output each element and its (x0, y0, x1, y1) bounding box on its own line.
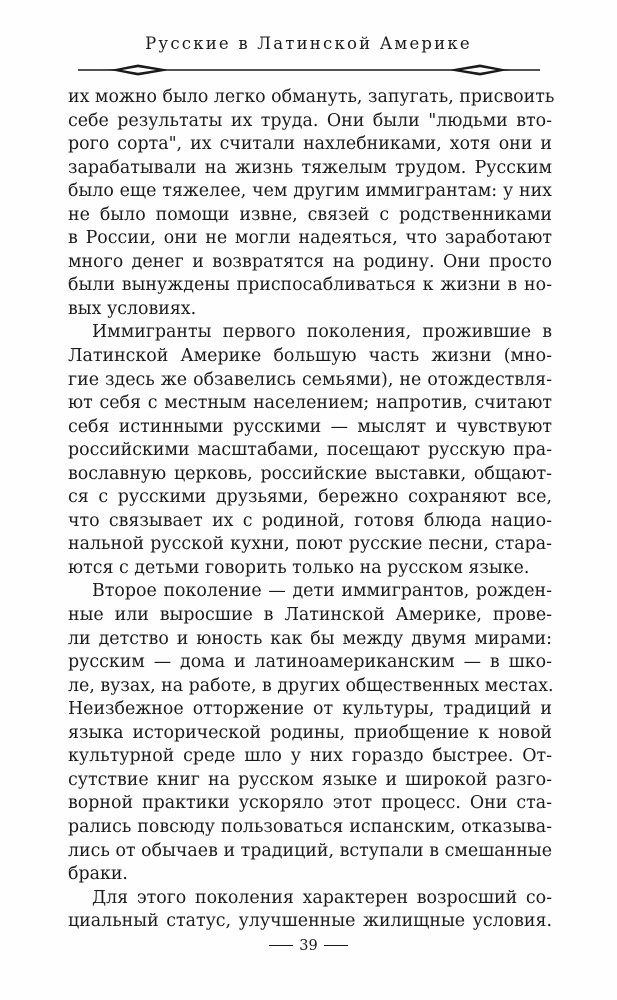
rule-with-diamonds-ornament-icon (78, 62, 540, 78)
text-line: было еще тяжелее, чем другим иммигрантам: у них (68, 181, 552, 202)
text-line: что связывает их с родиной, готовя блюда нацио- (68, 510, 552, 531)
text-line: циальный статус, улучшенные жилищные условия. (68, 911, 552, 932)
text-line: ле, вузах, на работе, в других общественных местах. (68, 675, 554, 696)
text-line: ся с русскими друзьями, бережно сохраняют все, (68, 487, 552, 508)
text-line: вых условиях. (68, 298, 197, 319)
text-line: ные или выросшие в Латинской Америке, прове- (68, 605, 552, 626)
text-line: их можно было легко обмануть, запугать, присвоить (68, 87, 555, 107)
text-line: не было помощи извне, связей с родственниками (68, 204, 552, 225)
text-line: русским — дома и латиноамериканским — в шко- (68, 652, 552, 673)
text-line: культурной среде шло у них гораздо быстрее. От- (68, 746, 552, 767)
page-number: 39 (299, 938, 318, 954)
text-line: себе результаты их труда. Они были "людьми вто- (68, 110, 552, 131)
text-line: ворной практики ускоряло этот процесс. Они ста- (68, 793, 552, 814)
text-line: Для этого поколения характерен возросший со- (92, 887, 552, 908)
text-line: ли детство и юность как бы между двумя мирами: (68, 628, 552, 649)
folio-dash-left (269, 945, 293, 946)
text-line: языка исторической родины, приобщение к новой (68, 722, 552, 743)
running-head-title: Русские в Латинской Америке (145, 34, 472, 53)
text-line: Латинской Америке большую часть жизни (мно- (68, 346, 552, 367)
text-line: российскими масштабами, посещают русскую пра- (68, 440, 552, 461)
text-line: себя истинными русскими — мыслят и чувствуют (68, 416, 552, 437)
text-line: Неизбежное отторжение от культуры, традиций и (68, 699, 552, 720)
text-line: в России, они не могли надеяться, что заработают (68, 228, 552, 249)
text-line: ют себя с местным населением; напротив, считают (68, 393, 552, 414)
text-line: рого сорта", их считали нахлебниками, хотя они и (68, 134, 552, 155)
text-line: гие здесь же обзавелись семьями), не отождествля- (68, 369, 552, 390)
text-line: рались повсюду пользоваться испанским, отказыва- (68, 816, 552, 837)
text-line: много денег и возвратятся на родину. Они просто (68, 251, 552, 272)
text-line: вославную церковь, российские выставки, общают- (68, 463, 552, 484)
text-line: сутствие книг на русском языке и широкой разго- (68, 769, 552, 790)
body-text (68, 86, 555, 934)
text-line: были вынуждены приспосабливаться к жизни в но- (68, 275, 552, 296)
text-line: браки. (68, 864, 128, 885)
folio-dash-right (324, 945, 348, 946)
text-line: нальной русской кухни, поют русские песни, стара- (68, 534, 552, 555)
text-line: зарабатывали на жизнь тяжелым трудом. Русским (68, 157, 552, 178)
text-line: Иммигранты первого поколения, прожившие в (92, 322, 552, 343)
text-line: лись от обычаев и традиций, вступали в смешанные (68, 840, 552, 861)
text-line: Второе поколение — дети иммигрантов, рожден- (92, 581, 552, 602)
page-number-footer (0, 938, 617, 954)
text-line: ются с детьми говорить только на русском языке. (68, 557, 530, 578)
